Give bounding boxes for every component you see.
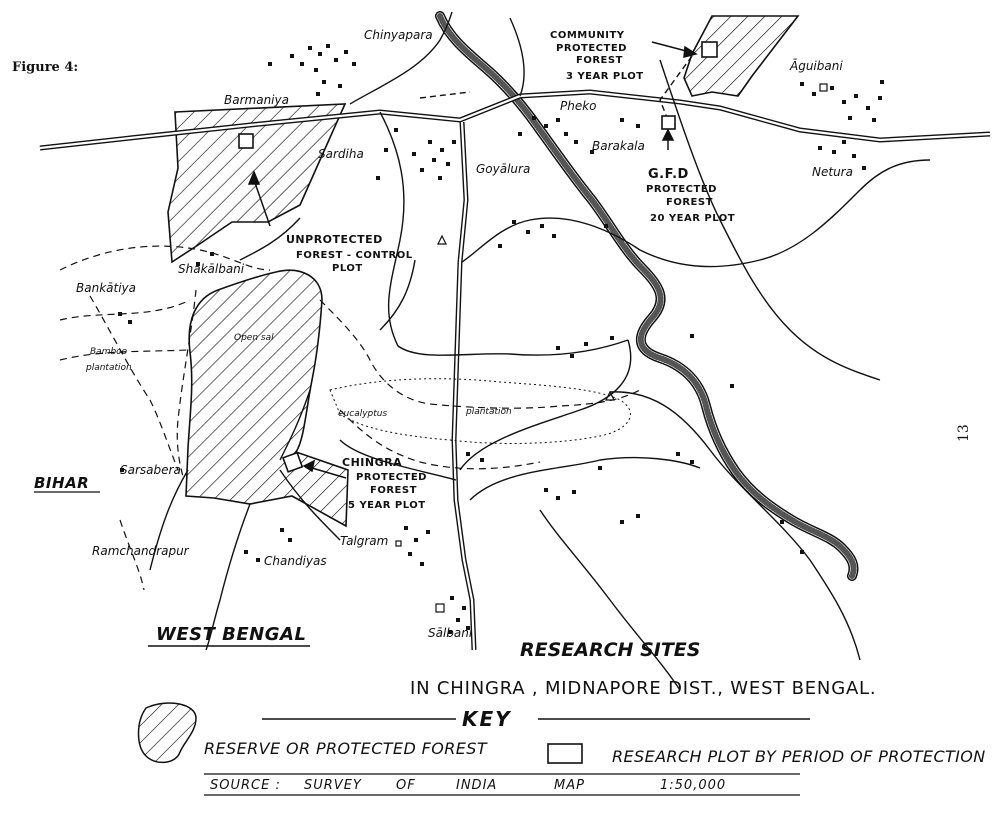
source-scale: 1:50,000 [660, 778, 727, 793]
research-plot-gfd [662, 116, 675, 129]
state-bihar: BIHAR [34, 474, 90, 492]
place-salbani: Sālbani [428, 626, 473, 640]
unprotected-label-3: PLOT [332, 263, 363, 274]
place-aguibani: Āguibani [790, 59, 843, 73]
chingra-label-2: PROTECTED [356, 472, 427, 483]
source-label: SOURCE : [210, 778, 281, 793]
source-map: MAP [554, 778, 585, 793]
place-bankatiya: Bankātiya [76, 281, 136, 295]
plot-access-track [420, 56, 692, 120]
feature-eucalyptus-plantation: plantation [466, 407, 512, 417]
key-reserve-swatch [139, 703, 197, 762]
chingra-label-3: FOREST [370, 485, 417, 496]
place-netura: Netura [812, 165, 853, 179]
gfd-label-4: 20 YEAR PLOT [650, 213, 736, 224]
research-plot-unprotected [239, 134, 253, 148]
feature-bamboo-1: Bamboo [90, 347, 128, 357]
community-label-1: COMMUNITY [550, 30, 625, 41]
source-line [204, 774, 800, 795]
feature-open-sal: Open sal [234, 333, 274, 343]
gfd-label-2: PROTECTED [646, 184, 717, 195]
key-reserve-label: RESERVE OR PROTECTED FOREST [204, 739, 488, 758]
place-goyalura: Goyālura [476, 162, 531, 176]
gfd-label-1: G.F.D [648, 167, 689, 182]
reserve-forest-central [186, 270, 348, 526]
figure-label: Figure 4: [12, 60, 79, 75]
place-pheko: Pheko [560, 99, 597, 113]
feature-eucalyptus: eucalyptus [338, 409, 388, 419]
place-sarsabera: Sarsabera [120, 463, 181, 477]
chingra-label-4: 5 YEAR PLOT [348, 500, 426, 511]
gfd-label-3: FOREST [666, 197, 713, 208]
key-plot-label: RESEARCH PLOT BY PERIOD OF PROTECTION [612, 747, 986, 766]
place-chinyapara: Chinyapara [364, 28, 433, 42]
source-india: INDIA [456, 778, 498, 793]
map-title: RESEARCH SITES [520, 639, 701, 661]
feature-bamboo-2: plantation [86, 363, 132, 373]
research-plot-community [702, 42, 717, 57]
place-chandiyas: Chandiyas [264, 554, 327, 568]
source-of: OF [396, 778, 416, 793]
map-key [139, 703, 986, 766]
chingra-label-1: CHINGRA [342, 456, 403, 469]
reserve-forest-community [684, 16, 798, 96]
unprotected-label-2: FOREST - CONTROL [296, 250, 413, 261]
map-subtitle: IN CHINGRA , MIDNAPORE DIST., WEST BENGAL. [410, 678, 877, 699]
page-number: 13 [956, 424, 972, 442]
place-sardiha: Sardiha [318, 147, 364, 161]
place-talgram: Talgram [340, 534, 389, 548]
community-label-2: PROTECTED [556, 43, 627, 54]
source-survey: SURVEY [304, 778, 362, 793]
place-barmaniya: Barmaniya [224, 93, 289, 107]
state-west-bengal: WEST BENGAL [156, 624, 307, 645]
community-label-4: 3 YEAR PLOT [566, 71, 644, 82]
place-shakalbani: Shākālbani [178, 262, 245, 276]
ns-road [454, 122, 474, 650]
place-ramchandrapur: Ramchandrapur [92, 544, 189, 558]
key-heading: KEY [462, 707, 512, 731]
unprotected-label-1: UNPROTECTED [286, 233, 383, 246]
place-barakala: Barakala [592, 139, 645, 153]
key-plot-swatch [548, 744, 582, 763]
community-label-3: FOREST [576, 55, 623, 66]
